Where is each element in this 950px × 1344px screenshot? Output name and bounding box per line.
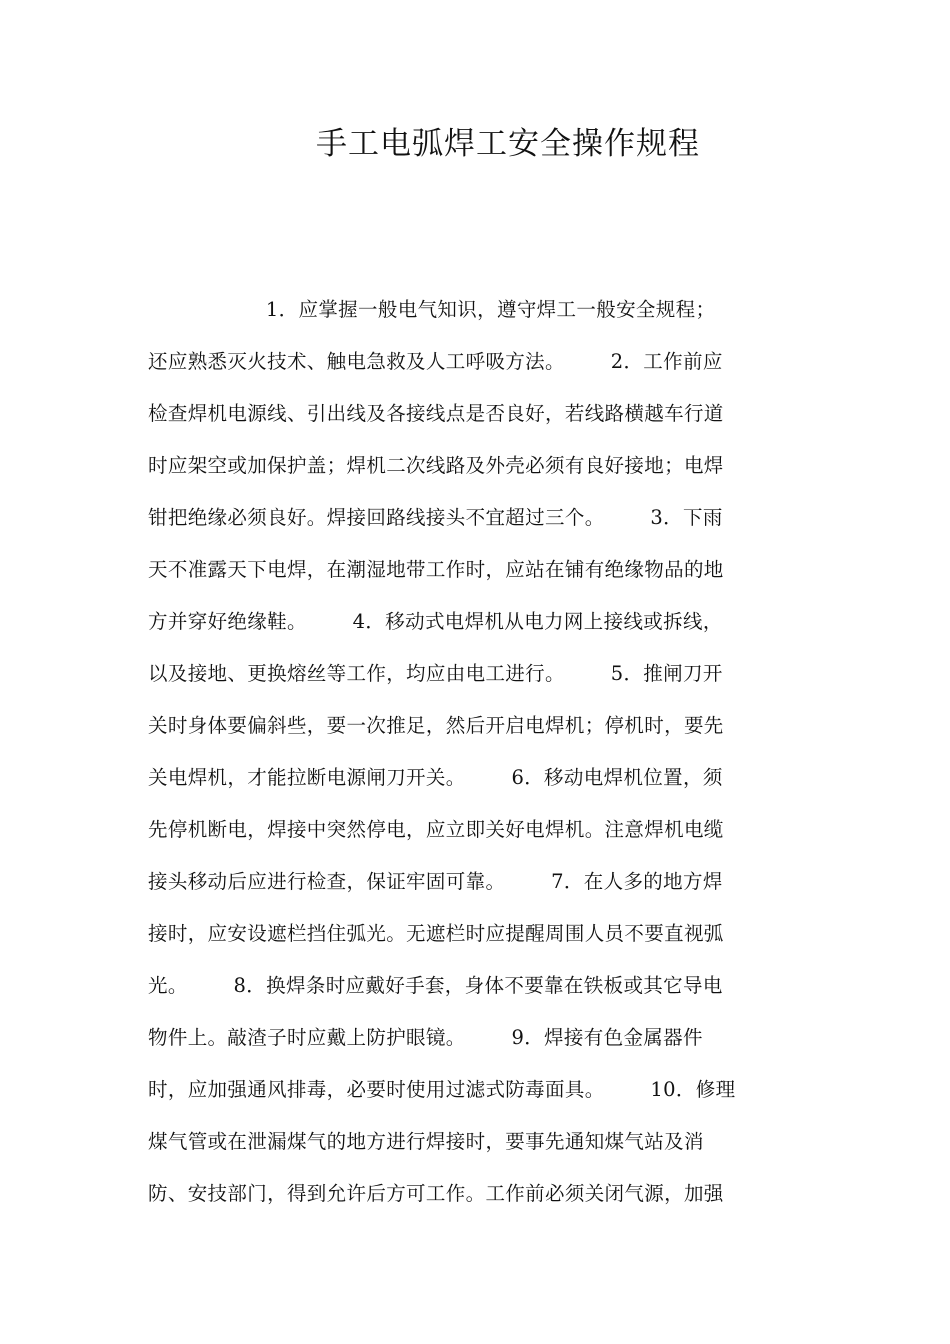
body-line: 方并穿好绝缘鞋。 4．移动式电焊机从电力网上接线或拆线， — [148, 610, 723, 633]
body-line: 接时，应安设遮栏挡住弧光。无遮栏时应提醒周围人员不要直视弧 — [148, 922, 724, 945]
body-line: 煤气管或在泄漏煤气的地方进行焊接时，要事先通知煤气站及消 — [148, 1130, 704, 1153]
body-line: 防、安技部门，得到允许后方可工作。工作前必须关闭气源，加强 — [148, 1182, 724, 1205]
body-line: 先停机断电，焊接中突然停电，应立即关好电焊机。注意焊机电缆 — [148, 818, 724, 841]
body-line: 还应熟悉灭火技术、触电急救及人工呼吸方法。 2．工作前应 — [148, 350, 723, 373]
body-line: 检查焊机电源线、引出线及各接线点是否良好，若线路横越车行道 — [148, 402, 724, 425]
body-line: 关时身体要偏斜些，要一次推足，然后开启电焊机；停机时，要先 — [148, 714, 724, 737]
body-line: 物件上。敲渣子时应戴上防护眼镜。 9．焊接有色金属器件 — [148, 1026, 703, 1049]
body-line: 时，应加强通风排毒，必要时使用过滤式防毒面具。 10．修理 — [148, 1078, 736, 1101]
body-line: 接头移动后应进行检查，保证牢固可靠。 7．在人多的地方焊 — [148, 870, 723, 893]
body-line: 时应架空或加保护盖；焊机二次线路及外壳必须有良好接地；电焊 — [148, 454, 724, 477]
body-line: 钳把绝缘必须良好。焊接回路线接头不宜超过三个。 3．下雨 — [148, 506, 723, 529]
body-line: 天不准露天下电焊，在潮湿地带工作时，应站在铺有绝缘物品的地 — [148, 558, 724, 581]
document-body — [148, 290, 798, 1226]
body-line: 光。 8．换焊条时应戴好手套，身体不要靠在铁板或其它导电 — [148, 974, 723, 997]
body-line: 1．应掌握一般电气知识，遵守焊工一般安全规程； — [148, 298, 716, 321]
body-line: 以及接地、更换熔丝等工作，均应由电工进行。 5．推闸刀开 — [148, 662, 723, 685]
document-title: 手工电弧焊工安全操作规程 — [316, 126, 700, 162]
body-line: 关电焊机，才能拉断电源闸刀开关。 6．移动电焊机位置，须 — [148, 766, 723, 789]
